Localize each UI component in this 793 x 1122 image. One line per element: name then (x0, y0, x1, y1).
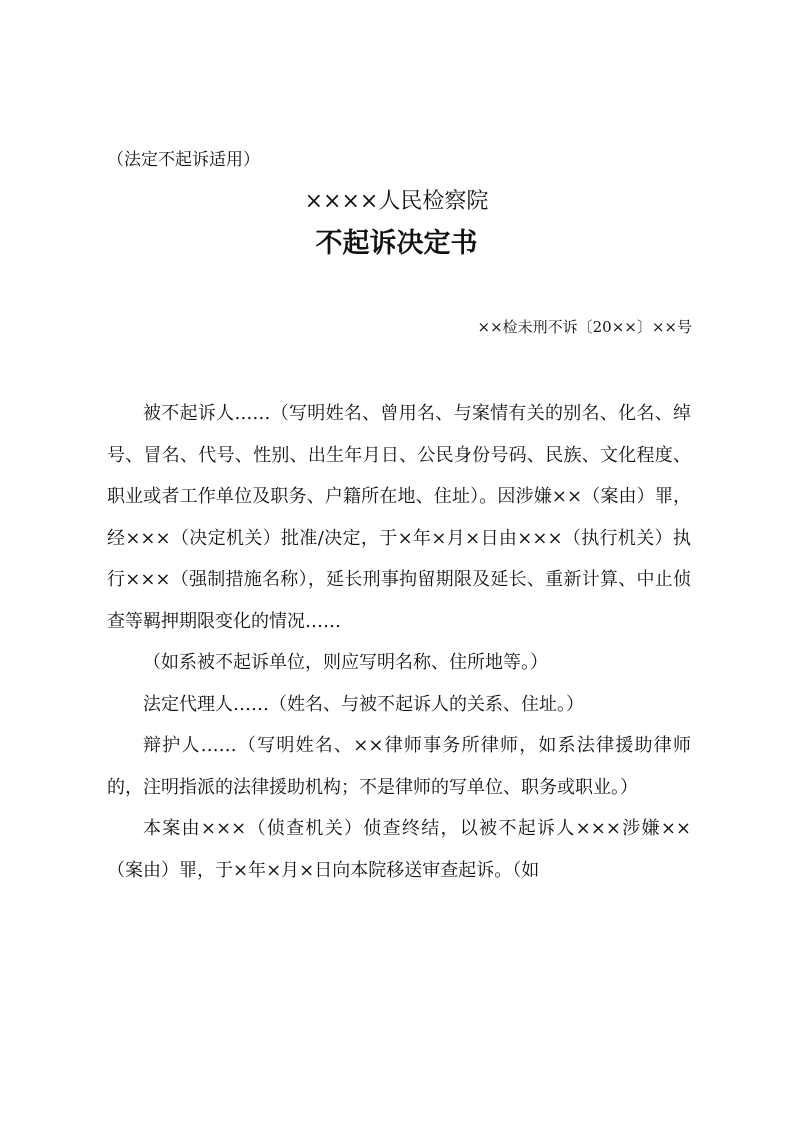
paragraph-case-transfer: 本案由×××（侦查机关）侦查终结，以被不起诉人×××涉嫌××（案由）罪，于×年×月×日向本院移送审查起诉。（如 (107, 818, 691, 881)
paragraph-defendant: 被不起诉人……（写明姓名、曾用名、与案情有关的别名、化名、绰号、冒名、代号、性别、出生年月日、公民身份号码、民族、文化程度、职业或者工作单位及职务、户籍所在地、住址）。因涉嫌××（案由）罪，经×××（决定机关）批准/决定，于×年×月×日由×××（执行机关）执行×××（强制措施名称），延长刑事拘留期限及延长、重新计算、中止侦查等羁押期限变化的情况…… (107, 403, 691, 632)
paragraph-unit-note: （如系被不起诉单位，则应写明名称、住所地等。） (143, 652, 548, 673)
applicable-note: （法定不起诉适用） (107, 150, 260, 170)
document-number: ××检未刑不诉〔20××〕××号 (477, 318, 692, 336)
paragraph-defender: 辩护人……（写明姓名、××律师事务所律师，如系法律援助律师的，注明指派的法律援助机构；不是律师的写单位、职务或职业。） (107, 735, 691, 798)
paragraph-legal-representative: 法定代理人……（姓名、与被不起诉人的关系、住址。） (143, 693, 584, 715)
organization-name: ××××人民检察院 (304, 189, 489, 214)
document-title: 不起诉决定书 (315, 228, 478, 259)
document-body (107, 393, 691, 891)
